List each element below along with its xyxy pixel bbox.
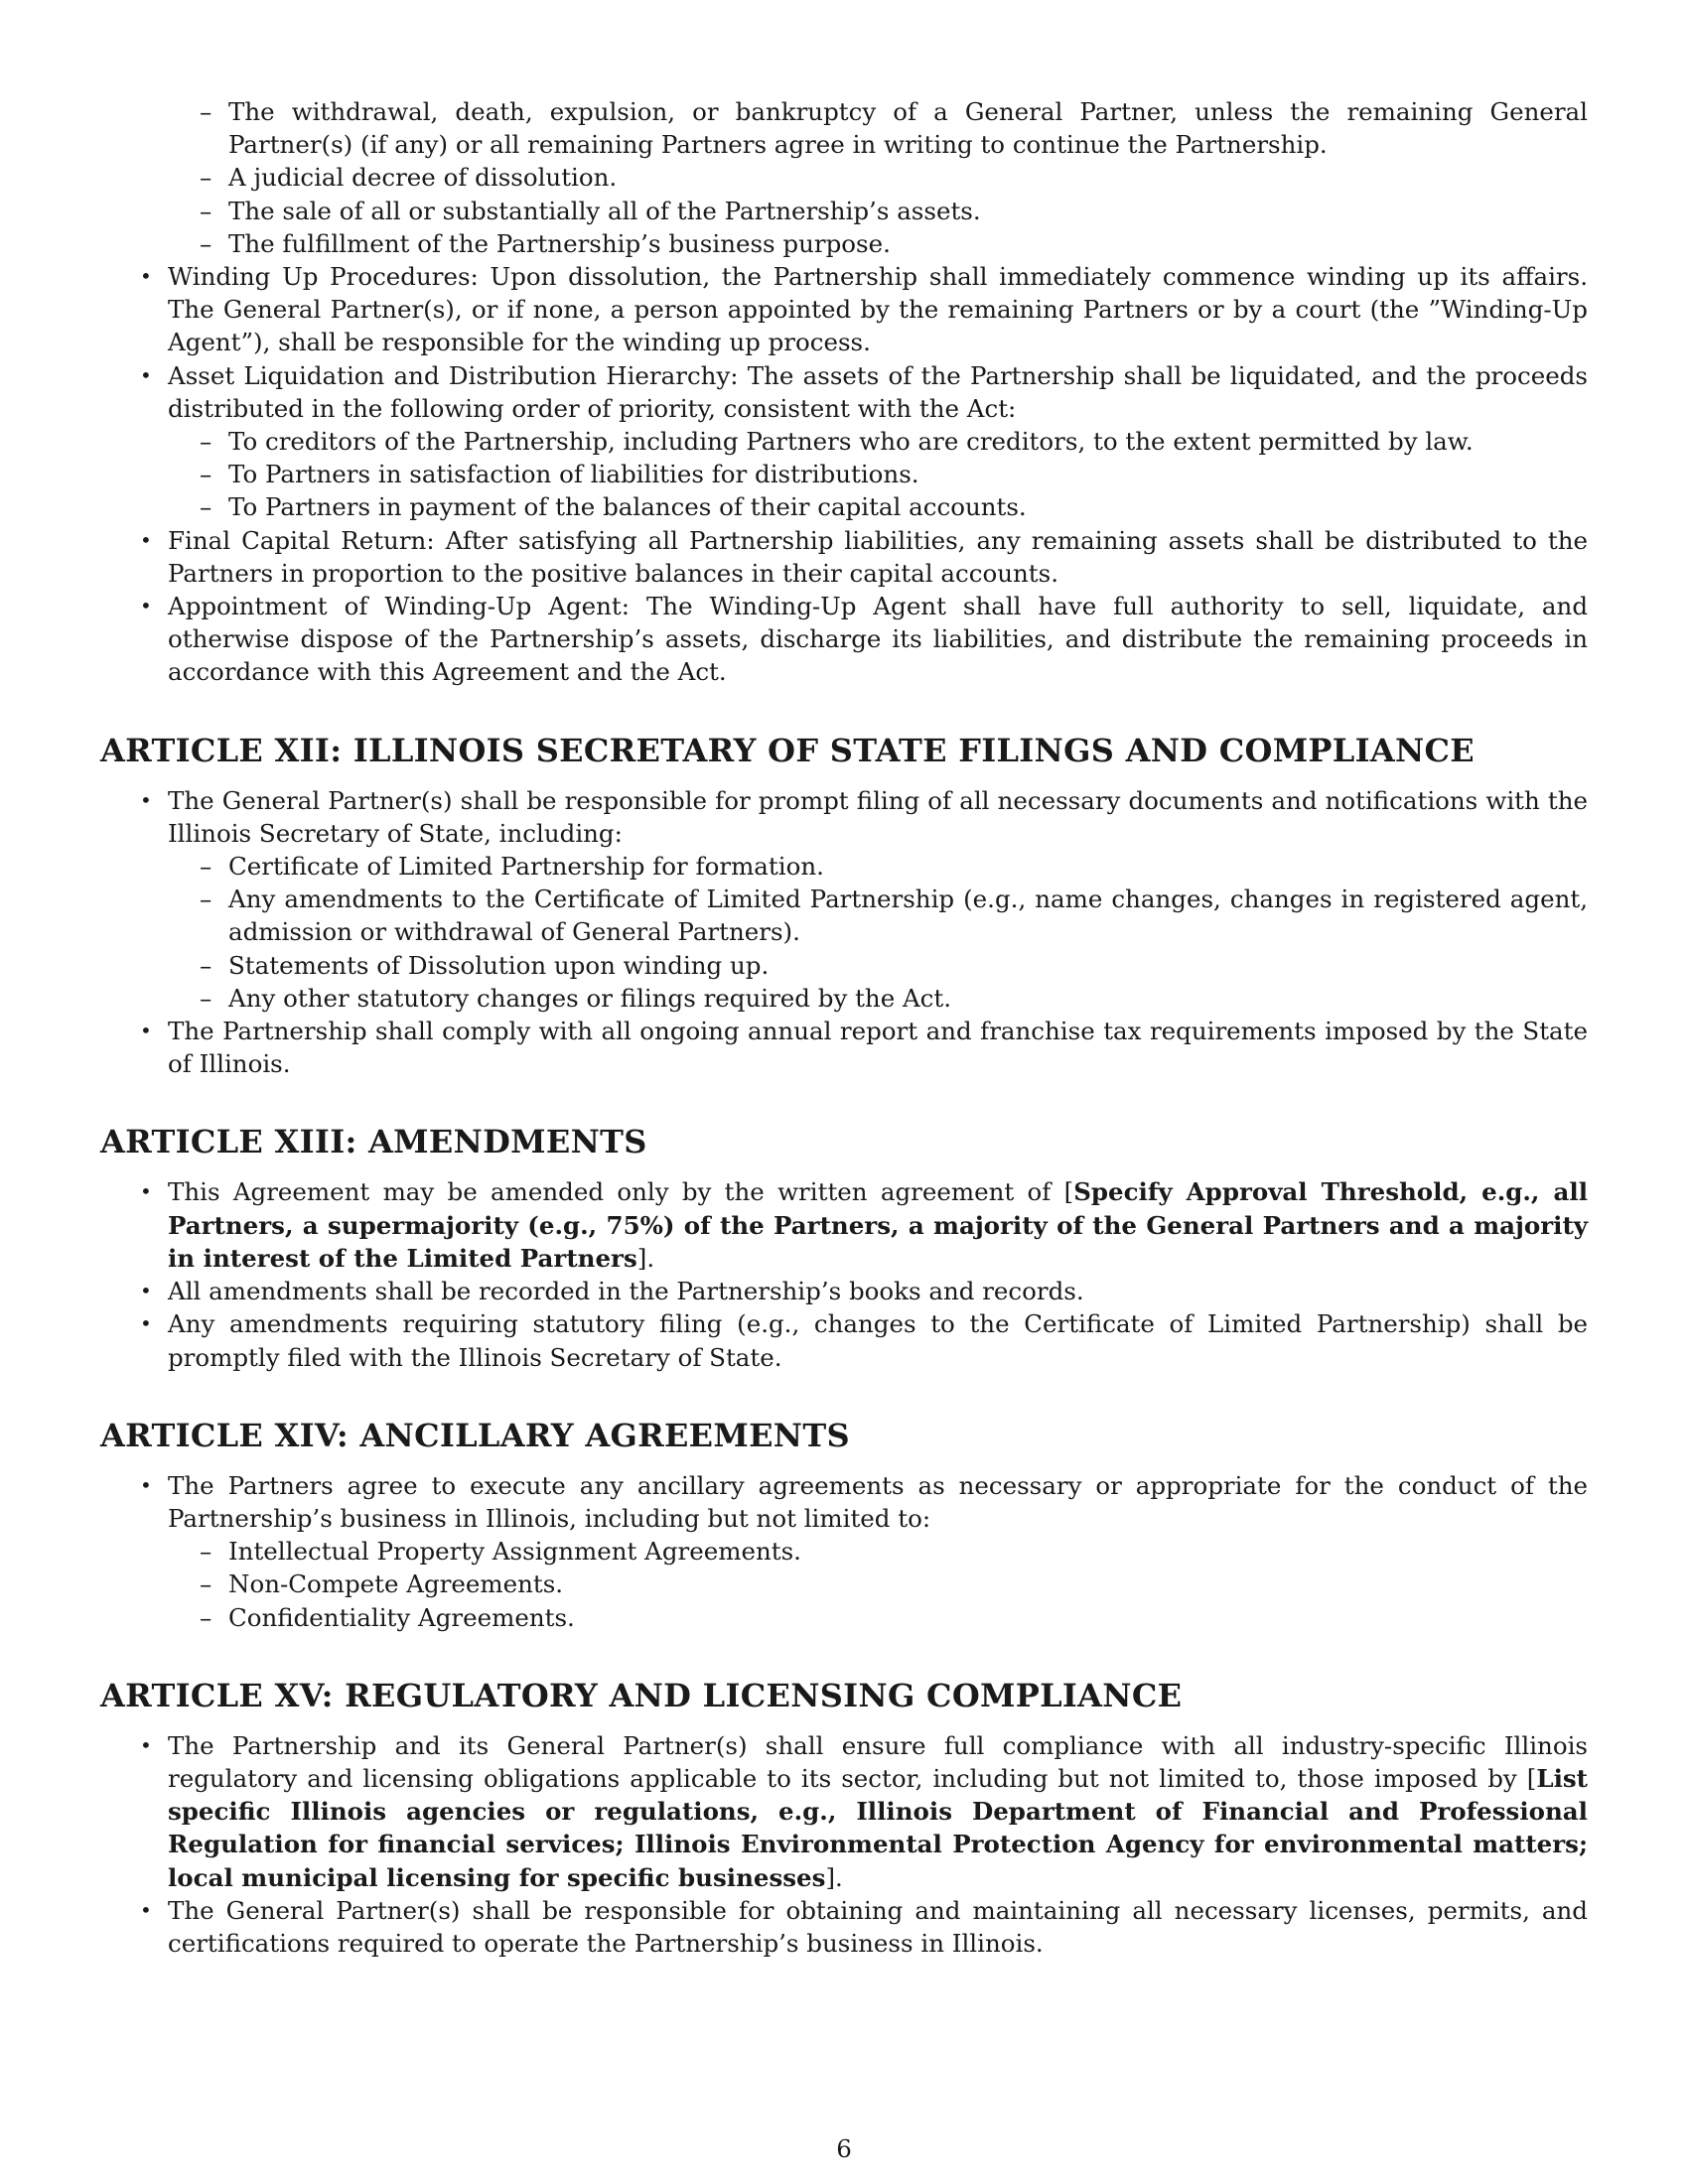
article-14-list xyxy=(100,1469,1588,1634)
list-item: – To Partners in payment of the balances of their capital accounts. xyxy=(200,492,1027,522)
list-item-winding-up: • Winding Up Procedures: Upon dissolution, the Partnership shall immediately commence winding up its affairs. The General Partner(s), or if none, a person appointed by the remaining Partners or by a court (the ”Winding-Up Agent”), shall be responsible for the winding up process. xyxy=(140,262,1588,357)
article-13-list xyxy=(100,1175,1588,1373)
list-item: – The sale of all or substantially all of the Partnership’s assets. xyxy=(200,196,981,225)
list-item: – Any other statutory changes or filings required by the Act. xyxy=(200,983,952,1013)
article-12-heading: ARTICLE XII: ILLINOIS SECRETARY OF STATE FILINGS AND COMPLIANCE xyxy=(100,731,1475,769)
list-item: • All amendments shall be recorded in the Partnership’s books and records. xyxy=(140,1277,1084,1306)
ancillary-agreements-list xyxy=(168,1535,1588,1634)
list-item: • This Agreement may be amended only by the written agreement of [Specify Approval Threshold, e.g., all Partners, a supermajority (e.g., 75%) of the Partners, a majority of the General Partners and a majority in interest of the Limited Partners]. xyxy=(140,1177,1588,1273)
list-item: – To Partners in satisfaction of liabilities for distributions. xyxy=(200,460,919,489)
list-item: – Statements of Dissolution upon winding up. xyxy=(200,950,770,980)
article-15-heading: ARTICLE XV: REGULATORY AND LICENSING COMPLIANCE xyxy=(100,1676,1183,1714)
filings-list xyxy=(168,850,1588,1015)
list-item-appointment: • Appointment of Winding-Up Agent: The Winding-Up Agent shall have full authority to sell, liquidate, and otherwise dispose of the Partnership’s assets, discharge its liabilities, and distribute the remaining proceeds in accordance with this Agreement and the Act. xyxy=(140,592,1588,687)
list-item: – To creditors of the Partnership, including Partners who are creditors, to the extent permitted by law. xyxy=(200,427,1474,457)
list-item: • The Partnership and its General Partner(s) shall ensure full compliance with all industry-specific Illinois regulatory and licensing obligations applicable to its sector, including but not limited to, those imposed by [List specific Illinois agencies or regulations, e.g., Illinois Department of Financial and Professional Regulation for financial services; Illinois Environmental Protection Agency for environmental matters; local municipal licensing for specific businesses]. xyxy=(140,1730,1588,1892)
list-item-asset-liquidation: • Asset Liquidation and Distribution Hierarchy: The assets of the Partnership shall be liquidated, and the proceeds distributed in the following order of priority, consistent with the Act: – To creditors of the Partnership, including Partners who are creditors, to the extent permitted by law. – To Partners in satisfaction of liabilities for distributions. – To Partners in payment of the balances of their capital accounts. xyxy=(100,359,1588,524)
list-item: • The Partners agree to execute any ancillary agreements as necessary or appropriate for the conduct of the Partnership’s business in Illinois, including but not limited to: – Intellectual Property Assignment Agreements. – Non-Compete Agreements. – Confidentiality Agreements. xyxy=(100,1469,1588,1634)
document-page xyxy=(100,95,1588,1960)
list-item: • The General Partner(s) shall be responsible for prompt filing of all necessary documents and notifications with the Illinois Secretary of State, including: – Certificate of Limited Partnership for formation. – Any amendments to the Certificate of Limited Partnership (e.g., name changes, changes in registered agent, admission or withdrawal of General Partners). – Statements of Dissolution upon winding up. – Any other statutory changes or filings required by the Act. xyxy=(100,784,1588,1015)
list-item: – The withdrawal, death, expulsion, or bankruptcy of a General Partner, unless the remaining General Partner(s) (if any) or all remaining Partners agree in writing to continue the Partnership. xyxy=(200,97,1588,160)
list-item: • Any amendments requiring statutory filing (e.g., changes to the Certificate of Limited Partnership) shall be promptly filed with the Illinois Secretary of State. xyxy=(140,1309,1588,1372)
list-item: – A judicial decree of dissolution. xyxy=(200,163,618,193)
list-item: – Any amendments to the Certificate of Limited Partnership (e.g., name changes, changes in registered agent, admission or withdrawal of General Partners). xyxy=(200,885,1588,947)
article-15-list xyxy=(100,1729,1588,1960)
list-item: – The fulfillment of the Partnership’s business purpose. xyxy=(200,228,891,258)
list-item: – Intellectual Property Assignment Agreements. xyxy=(200,1537,801,1567)
page-number: 6 xyxy=(836,2134,852,2163)
article-13-heading: ARTICLE XIII: AMENDMENTS xyxy=(100,1123,647,1161)
dissolution-events-continued xyxy=(100,95,1588,260)
list-item-final-capital: • Final Capital Return: After satisfying all Partnership liabilities, any remaining assets shall be distributed to the Partners in proportion to the positive balances in their capital accounts. xyxy=(140,525,1588,588)
list-item: – Non-Compete Agreements. xyxy=(200,1570,564,1599)
list-item: – Confidentiality Agreements. xyxy=(200,1602,575,1632)
list-item: – Certificate of Limited Partnership for formation. xyxy=(200,852,824,882)
list-item: • The Partnership shall comply with all ongoing annual report and franchise tax requirements imposed by the State of Illinois. xyxy=(140,1017,1588,1079)
distribution-priority-list xyxy=(168,425,1588,524)
article-12-list xyxy=(100,784,1588,1081)
placeholder-regulatory-agencies: List specific Illinois agencies or regulations, e.g., Illinois Department of Financial and Professional Regulation for financial services; Illinois Environmental Protection Agency for environmental matters; local municipal licensing for specific businesses xyxy=(168,1763,1588,1892)
placeholder-approval-threshold: Specify Approval Threshold, e.g., all Partners, a supermajority (e.g., 75%) of the Partners, a majority of the General Partners and a majority in interest of the Limited Partners xyxy=(168,1177,1588,1273)
article-11-list xyxy=(100,260,1588,689)
list-item: • The General Partner(s) shall be responsible for obtaining and maintaining all necessary licenses, permits, and certifications required to operate the Partnership’s business in Illinois. xyxy=(140,1895,1588,1958)
article-14-heading: ARTICLE XIV: ANCILLARY AGREEMENTS xyxy=(100,1416,850,1454)
